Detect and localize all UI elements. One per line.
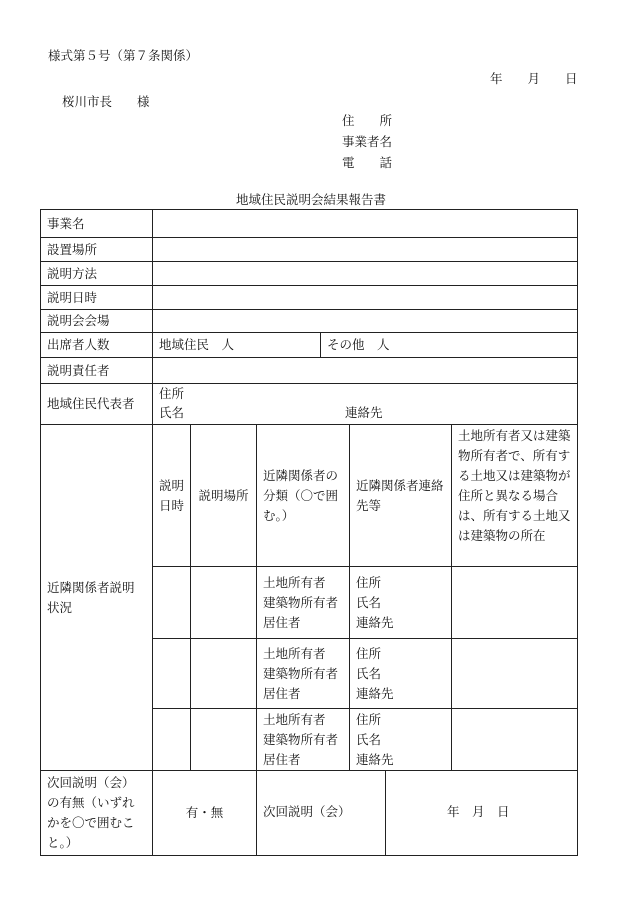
neighbor-class-cell[interactable]: 土地所有者 建築物所有者 居住者 [257, 639, 350, 709]
page-title: 地域住民説明会結果報告書 [236, 192, 387, 207]
row-next-session [41, 771, 578, 856]
neighbor-owner-location-cell[interactable] [452, 709, 578, 771]
location-label: 設置場所 [41, 238, 153, 262]
project-name-label: 事業名 [41, 210, 153, 238]
neighbor-datetime-cell[interactable] [153, 709, 191, 771]
neighbor-place-cell[interactable] [191, 709, 257, 771]
col-contact-header: 近隣関係者連絡先等 [350, 425, 452, 567]
sender-business-label: 事業者名 [342, 134, 393, 149]
method-field[interactable] [153, 262, 578, 286]
neighbors-header-row [41, 425, 578, 567]
neighbor-class-cell[interactable]: 土地所有者 建築物所有者 居住者 [257, 709, 350, 771]
next-session-label: 次回説明（会）の有無（いずれかを〇で囲むこと。） [41, 771, 153, 856]
col-class-header: 近隣関係者の分類（〇で囲む。） [257, 425, 350, 567]
neighbor-contact-cell[interactable]: 住所 氏名 連絡先 [350, 567, 452, 639]
row-datetime [41, 286, 578, 310]
attendees-residents[interactable]: 地域住民 人 [159, 337, 235, 352]
sender-phone-label: 電 話 [342, 155, 393, 170]
representative-name[interactable]: 氏名 [159, 405, 185, 420]
col-owner-note-header: 土地所有者又は建築物所有者で、所有する土地又は建築物が住所と異なる場合は、所有する土地又は建築物の所在 [452, 425, 578, 567]
venue-label: 説明会会場 [41, 310, 153, 333]
method-label: 説明方法 [41, 262, 153, 286]
location-field[interactable] [153, 238, 578, 262]
datetime-field[interactable] [153, 286, 578, 310]
representative-label: 地域住民代表者 [41, 384, 153, 425]
attendees-others[interactable]: その他 人 [327, 337, 390, 352]
neighbor-owner-location-cell[interactable] [452, 567, 578, 639]
representative-address[interactable]: 住所 [159, 386, 185, 401]
neighbor-place-cell[interactable] [191, 639, 257, 709]
neighbor-owner-location-cell[interactable] [452, 639, 578, 709]
venue-field[interactable] [153, 310, 578, 333]
sender-address-label: 住 所 [342, 113, 393, 128]
row-attendees [41, 333, 578, 358]
datetime-label: 説明日時 [41, 286, 153, 310]
representative-contact[interactable]: 連絡先 [345, 405, 383, 420]
row-location [41, 238, 578, 262]
col-place-header: 説明場所 [191, 425, 257, 567]
neighbors-label: 近隣関係者説明状況 [41, 425, 153, 771]
neighbor-contact-cell[interactable]: 住所 氏名 連絡先 [350, 709, 452, 771]
next-session-label-2: 次回説明（会） [263, 804, 351, 819]
addressee: 桜川市長 様 [62, 94, 150, 109]
date-line: 年 月 日 [490, 71, 578, 86]
next-session-date[interactable]: 年 月 日 [447, 804, 510, 819]
project-name-field[interactable] [153, 210, 578, 238]
neighbor-contact-cell[interactable]: 住所 氏名 連絡先 [350, 639, 452, 709]
row-responsible [41, 358, 578, 384]
row-venue [41, 310, 578, 333]
responsible-field[interactable] [153, 358, 578, 384]
report-form-table [40, 209, 578, 856]
row-project-name [41, 210, 578, 238]
next-session-choice[interactable]: 有・無 [153, 771, 257, 856]
col-datetime-header: 説明日時 [153, 425, 191, 567]
responsible-label: 説明責任者 [41, 358, 153, 384]
neighbor-datetime-cell[interactable] [153, 639, 191, 709]
neighbor-class-cell[interactable]: 土地所有者 建築物所有者 居住者 [257, 567, 350, 639]
neighbor-datetime-cell[interactable] [153, 567, 191, 639]
attendees-label: 出席者人数 [41, 333, 153, 358]
form-number: 様式第５号（第７条関係） [48, 48, 199, 63]
neighbor-place-cell[interactable] [191, 567, 257, 639]
row-method [41, 262, 578, 286]
row-representative [41, 384, 578, 425]
